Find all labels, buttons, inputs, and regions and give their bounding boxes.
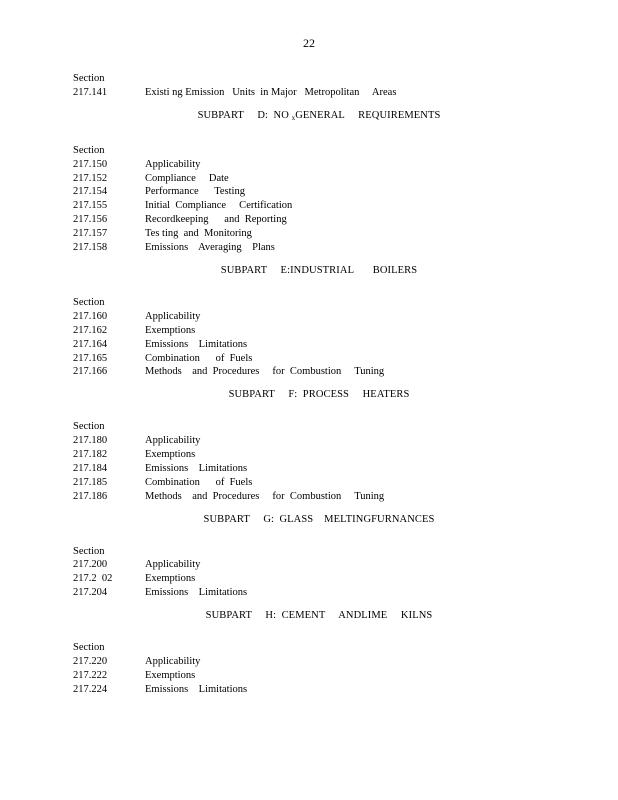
section-title: Applicability [145,158,201,170]
section-number: 217.157 [73,228,108,240]
section-title: Methods and Procedures for Combustion Tuning [145,366,385,378]
section-number: 217.156 [73,214,108,226]
section-title: Compliance Date [145,172,229,184]
section-number: 217.152 [73,172,108,184]
toc-block [73,513,553,601]
section-number: 217.150 [73,158,108,170]
section-title: Exemptions [145,573,196,585]
section-title: Performance Testing [145,186,245,198]
section-title: Exemptions [145,324,196,336]
section-number: 217.185 [73,476,108,488]
section-title: Emissions Limitations [145,338,248,350]
toc-entry [73,324,553,338]
subpart-heading: SUBPART F: PROCESS HEATERS [228,389,410,401]
section-title: Tes ting and Monitoring [145,228,252,240]
section-label-text: Section [73,421,105,433]
section-title: Emissions Limitations [145,462,248,474]
section-title: Recordkeeping and Reporting [145,214,287,226]
section-title: Methods and Procedures for Combustion Tuning [145,490,385,502]
subpart-heading-part: GENERAL REQUIREMENTS [295,109,441,121]
toc-entry [73,352,553,366]
section-label [73,72,553,86]
section-number: 217.220 [73,656,108,667]
section-label [73,420,553,434]
page-number: 22 [303,36,315,50]
section-title: Emissions Limitations [145,587,248,599]
toc-entry [73,683,553,697]
toc-entry [73,213,553,227]
toc-entry [73,227,553,241]
toc-entry [73,462,553,476]
section-label-text: Section [73,642,105,654]
section-label-text: Section [73,545,105,557]
section-label [73,545,553,559]
toc-entry [73,199,553,213]
subpart-heading: SUBPART E:INDUSTRIAL BOILERS [220,264,418,276]
section-number: 217.200 [73,559,108,571]
subpart-heading: SUBPART H: CEMENT ANDLIME KILNS [205,610,433,622]
toc-entry [73,86,553,100]
toc-entry [73,185,553,199]
section-number: 217.164 [73,338,108,350]
section-label [73,641,553,655]
section-number: 217.154 [73,186,108,198]
section-title: Emissions Averaging Plans [145,242,275,254]
table-of-contents [73,72,553,697]
section-label [73,144,553,158]
toc-entry [73,158,553,172]
toc-entry [73,669,553,683]
section-number: 217.224 [73,683,108,695]
section-title: Applicability [145,435,201,447]
toc-block [73,109,553,255]
section-number: 217.186 [73,490,108,502]
toc-entry [73,310,553,324]
section-title: Applicability [145,310,201,322]
section-number: 217.160 [73,310,108,322]
toc-entry [73,434,553,448]
section-number: 217.184 [73,462,108,474]
section-title: Applicability [145,656,201,667]
section-title: Initial Compliance Certification [145,200,293,212]
subpart-heading: SUBPART G: GLASS MELTINGFURNANCES [203,513,435,525]
section-label-text: Section [73,144,105,156]
section-label-text: Section [73,296,105,308]
subscript-x: x [291,113,296,122]
section-title: Exemptions [145,449,196,461]
toc-entry [73,558,553,572]
toc-entry [73,241,553,255]
toc-block [73,388,553,503]
section-number: 217.2 02 [73,573,113,585]
section-number: 217.141 [73,86,108,98]
section-number: 217.158 [73,242,108,254]
subpart-heading [73,109,553,126]
section-title: Applicability [145,559,201,571]
toc-entry [73,476,553,490]
section-number: 217.180 [73,435,108,447]
toc-entry [73,365,553,379]
toc-entry [73,490,553,504]
toc-entry [73,448,553,462]
section-number: 217.155 [73,200,108,212]
section-number: 217.222 [73,669,108,681]
section-number: 217.166 [73,366,108,378]
toc-entry [73,655,553,669]
section-title: Existi ng Emission Units in Major Metropolitan Areas [145,86,397,98]
toc-entry [73,586,553,600]
subpart-heading-part: SUBPART D: NO [197,109,292,121]
section-label [73,296,553,310]
toc-entry [73,572,553,586]
toc-entry [73,338,553,352]
section-title: Emissions Limitations [145,683,248,695]
section-title: Combination of Fuels [145,352,253,364]
section-number: 217.162 [73,324,108,336]
section-title: Combination of Fuels [145,476,253,488]
section-label-text: Section [73,73,105,84]
toc-entry [73,172,553,186]
section-number: 217.182 [73,449,108,461]
toc-block [73,609,553,697]
section-title: Exemptions [145,669,196,681]
toc-block [73,264,553,379]
toc-block [73,72,553,100]
section-number: 217.204 [73,587,108,599]
section-number: 217.165 [73,352,108,364]
